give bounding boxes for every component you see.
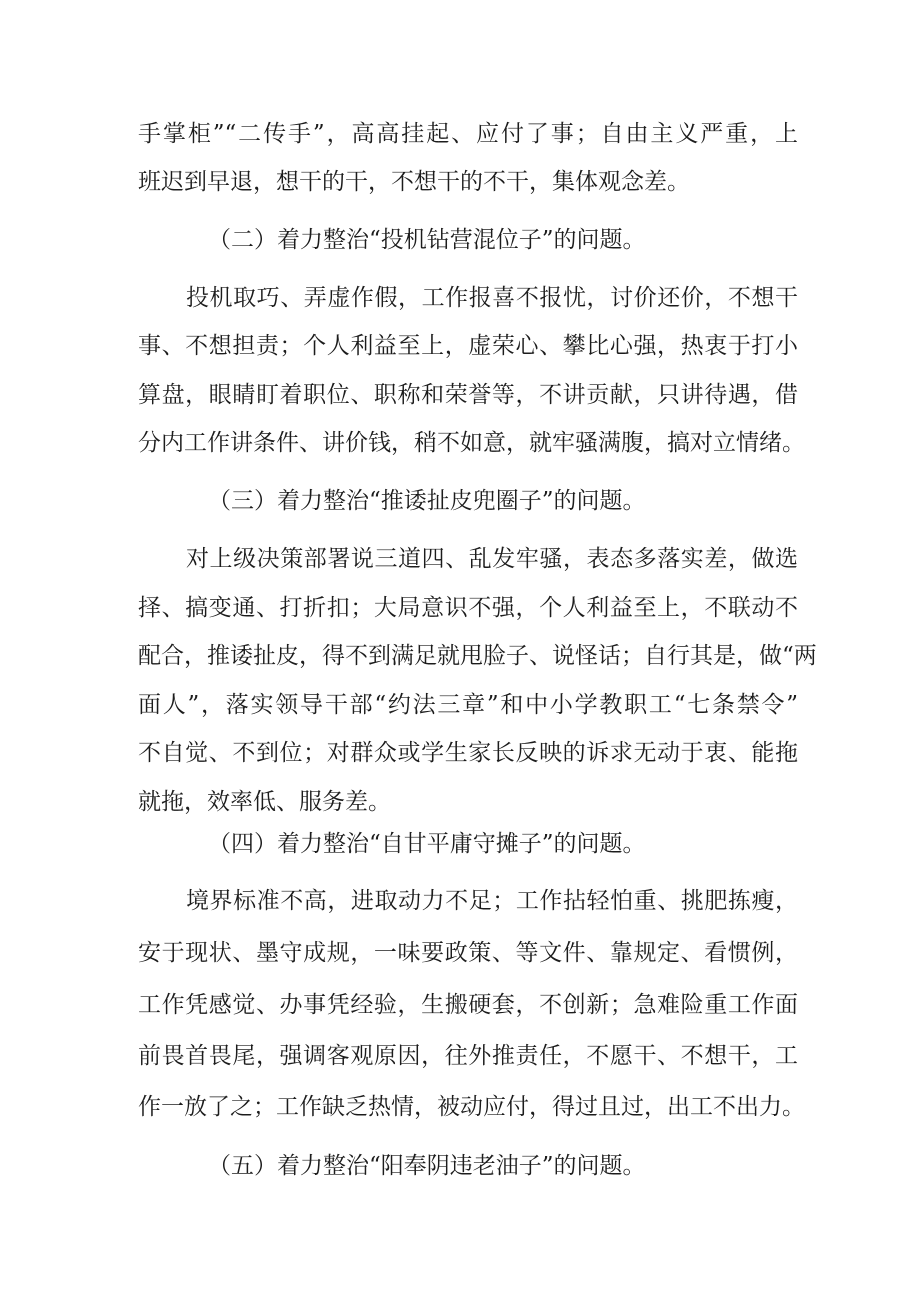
body-line: 对上级决策部署说三道四、乱发牢骚，表态多落实差，做选 [186,546,798,572]
body-line: 工作凭感觉、办事凭经验，生搬硬套，不创新；急难险重工作面 [138,992,798,1018]
body-line: 作一放了之；工作缺乏热情，被动应付，得过且过，出工不出力。 [138,1094,805,1120]
body-line: 算盘，眼睛盯着职位、职称和荣誉等，不讲贡献，只讲待遇，借 [138,382,798,408]
body-line: 前畏首畏尾，强调客观原因，往外推责任，不愿干、不想干，工 [138,1043,798,1069]
body-line: 安于现状、墨守成规，一味要政策、等文件、靠规定、看惯例， [138,940,798,966]
body-line: 就拖，效率低、服务差。 [138,789,391,815]
body-line: 事、不想担责；个人利益至上，虚荣心、攀比心强，热衷于打小 [138,333,798,359]
section-heading-5: （五）着力整治“阳奉阴违老油子”的问题。 [208,1153,646,1179]
body-line: 班迟到早退，想干的干，不想干的不干，集体观念差。 [138,169,690,195]
body-line: 择、搞变通、打折扣；大局意识不强，个人利益至上，不联动不 [138,595,798,621]
body-line: 分内工作讲条件、讲价钱，稍不如意，就牢骚满腹，搞对立情绪。 [138,430,805,456]
body-line: 投机取巧、弄虚作假，工作报喜不报忧，讨价还价，不想干 [186,285,798,311]
body-line: 配合，推诿扯皮，得不到满足就甩脸子、说怪话；自行其是，做“两 [138,643,817,669]
section-heading-4: （四）着力整治“自甘平庸守摊子”的问题。 [208,831,646,857]
body-line: 不自觉、不到位；对群众或学生家长反映的诉求无动于衷、能拖 [138,740,798,766]
body-line: 境界标准不高，进取动力不足；工作拈轻怕重、挑肥拣瘦， [186,888,798,914]
section-heading-3: （三）着力整治“推诿扯皮兜圈子”的问题。 [208,488,646,514]
body-line: 面人”，落实领导干部“约法三章”和中小学教职工“七条禁令” [138,692,798,718]
section-heading-2: （二）着力整治“投机钻营混位子”的问题。 [208,227,646,253]
body-line: 手掌柜”“二传手”，高高挂起、应付了事；自由主义严重，上 [138,121,798,147]
